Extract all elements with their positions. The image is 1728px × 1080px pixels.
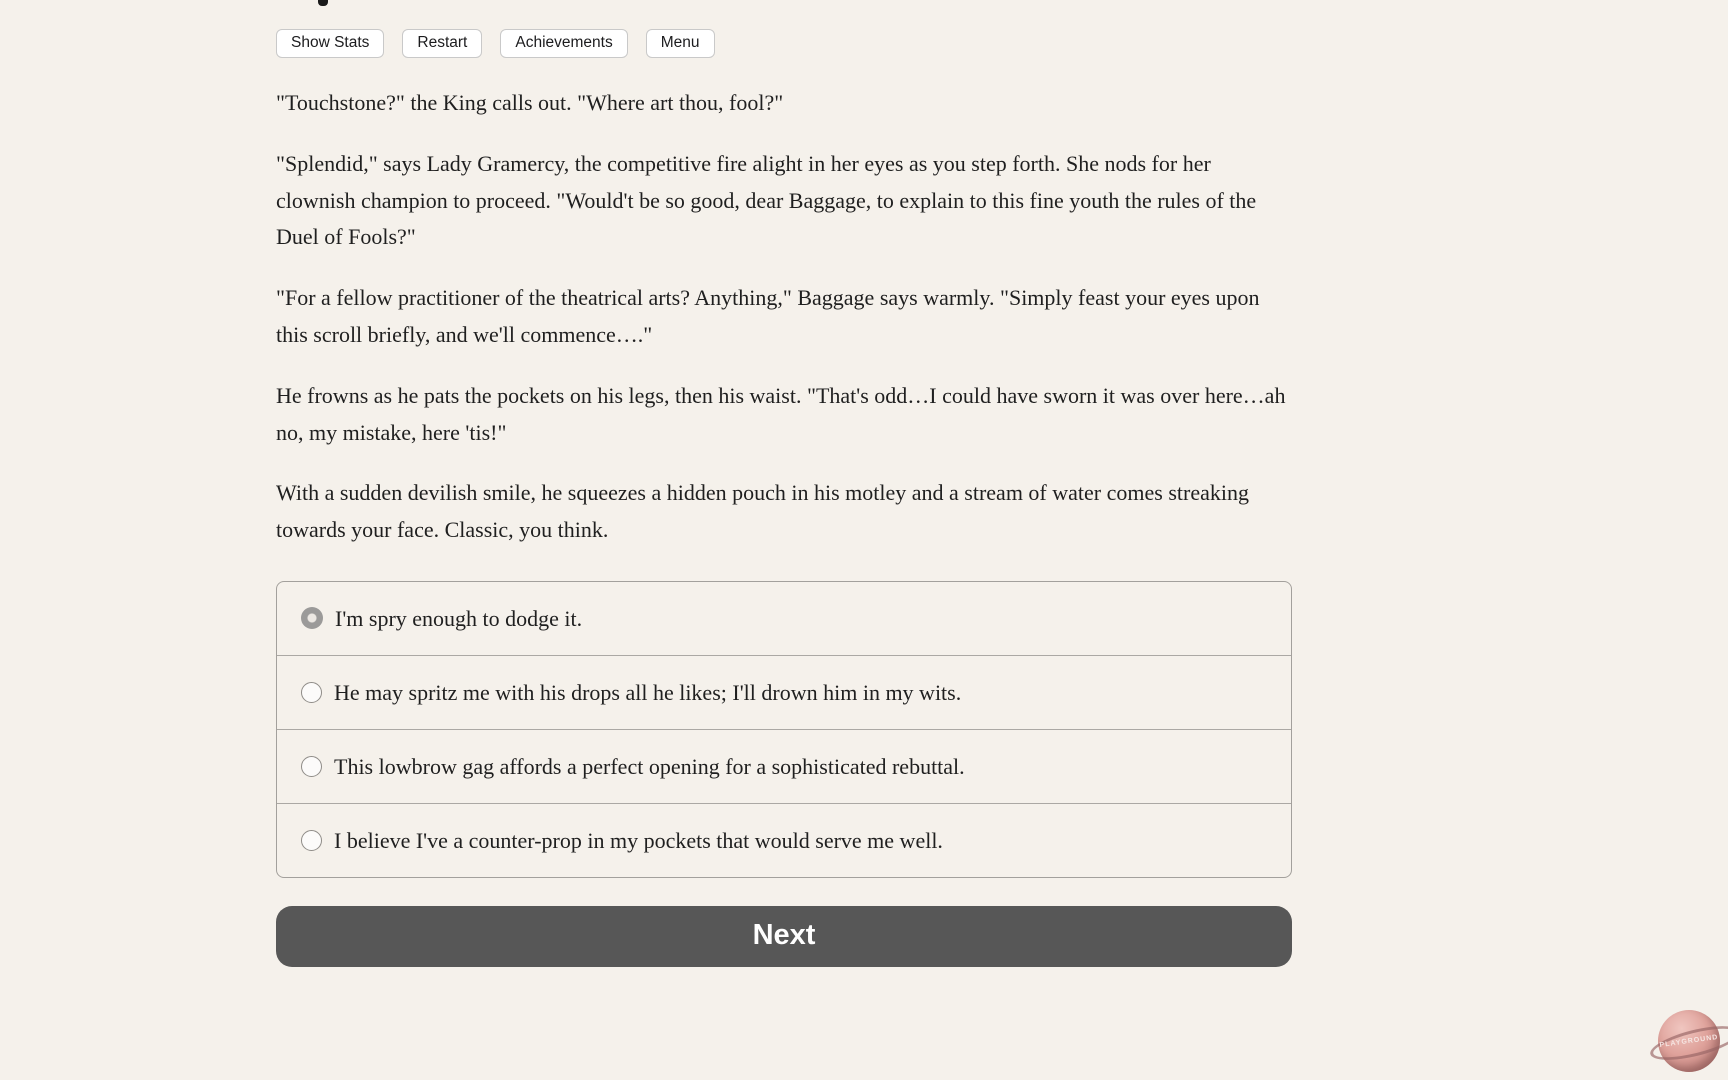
- story-paragraph-2: "Splendid," says Lady Gramercy, the competitive fire alight in her eyes as you step forth. She nods for her clownish champion to proceed. "Would't be so good, dear Baggage, to explain to this fine youth the rules of the Duel of Fools?": [276, 150, 1257, 250]
- story-paragraph-3: "For a fellow practitioner of the theatrical arts? Anything," Baggage says warmly. "Simply feast your eyes upon this scroll briefly, and we'll commence….": [276, 285, 1260, 347]
- show-stats-button[interactable]: Show Stats: [276, 29, 384, 58]
- restart-button[interactable]: Restart: [402, 29, 482, 58]
- playground-watermark: [1652, 1006, 1726, 1076]
- story-text: [276, 85, 1292, 549]
- achievements-button[interactable]: Achievements: [500, 29, 627, 58]
- menu-button[interactable]: Menu: [646, 29, 715, 58]
- story-paragraph-1: "Touchstone?" the King calls out. "Where art thou, fool?": [276, 90, 784, 115]
- choice-option-4[interactable]: [277, 803, 1291, 877]
- choice-label: He may spritz me with his drops all he likes; I'll drown him in my wits.: [334, 679, 962, 705]
- watermark-label: PLAYGROUND: [1659, 1033, 1719, 1050]
- choice-label: I believe I've a counter-prop in my pockets that would serve me well.: [334, 827, 943, 853]
- radio-button-icon[interactable]: [301, 830, 322, 851]
- radio-button-icon[interactable]: [301, 756, 322, 777]
- story-paragraph-4: He frowns as he pats the pockets on his legs, then his waist. "That's odd…I could have sworn it was over here…ah no, my mistake, here 'tis!": [276, 382, 1286, 445]
- planet-icon: [1658, 1010, 1720, 1072]
- next-button[interactable]: Next: [276, 906, 1292, 967]
- story-paragraph-5: With a sudden devilish smile, he squeezes a hidden pouch in his motley and a stream of water comes streaking towards your face. Classic, you think.: [276, 480, 1249, 543]
- choice-label: I'm spry enough to dodge it.: [335, 605, 583, 631]
- choice-label: This lowbrow gag affords a perfect opening for a sophisticated rebuttal.: [334, 753, 965, 779]
- choice-option-1[interactable]: [277, 582, 1291, 655]
- toolbar: [276, 29, 1292, 58]
- choice-option-3[interactable]: [277, 729, 1291, 803]
- game-content: [276, 0, 1292, 967]
- choice-list: [276, 581, 1292, 878]
- radio-button-icon[interactable]: [301, 682, 322, 703]
- choice-option-2[interactable]: [277, 655, 1291, 729]
- radio-button-icon[interactable]: [301, 607, 323, 629]
